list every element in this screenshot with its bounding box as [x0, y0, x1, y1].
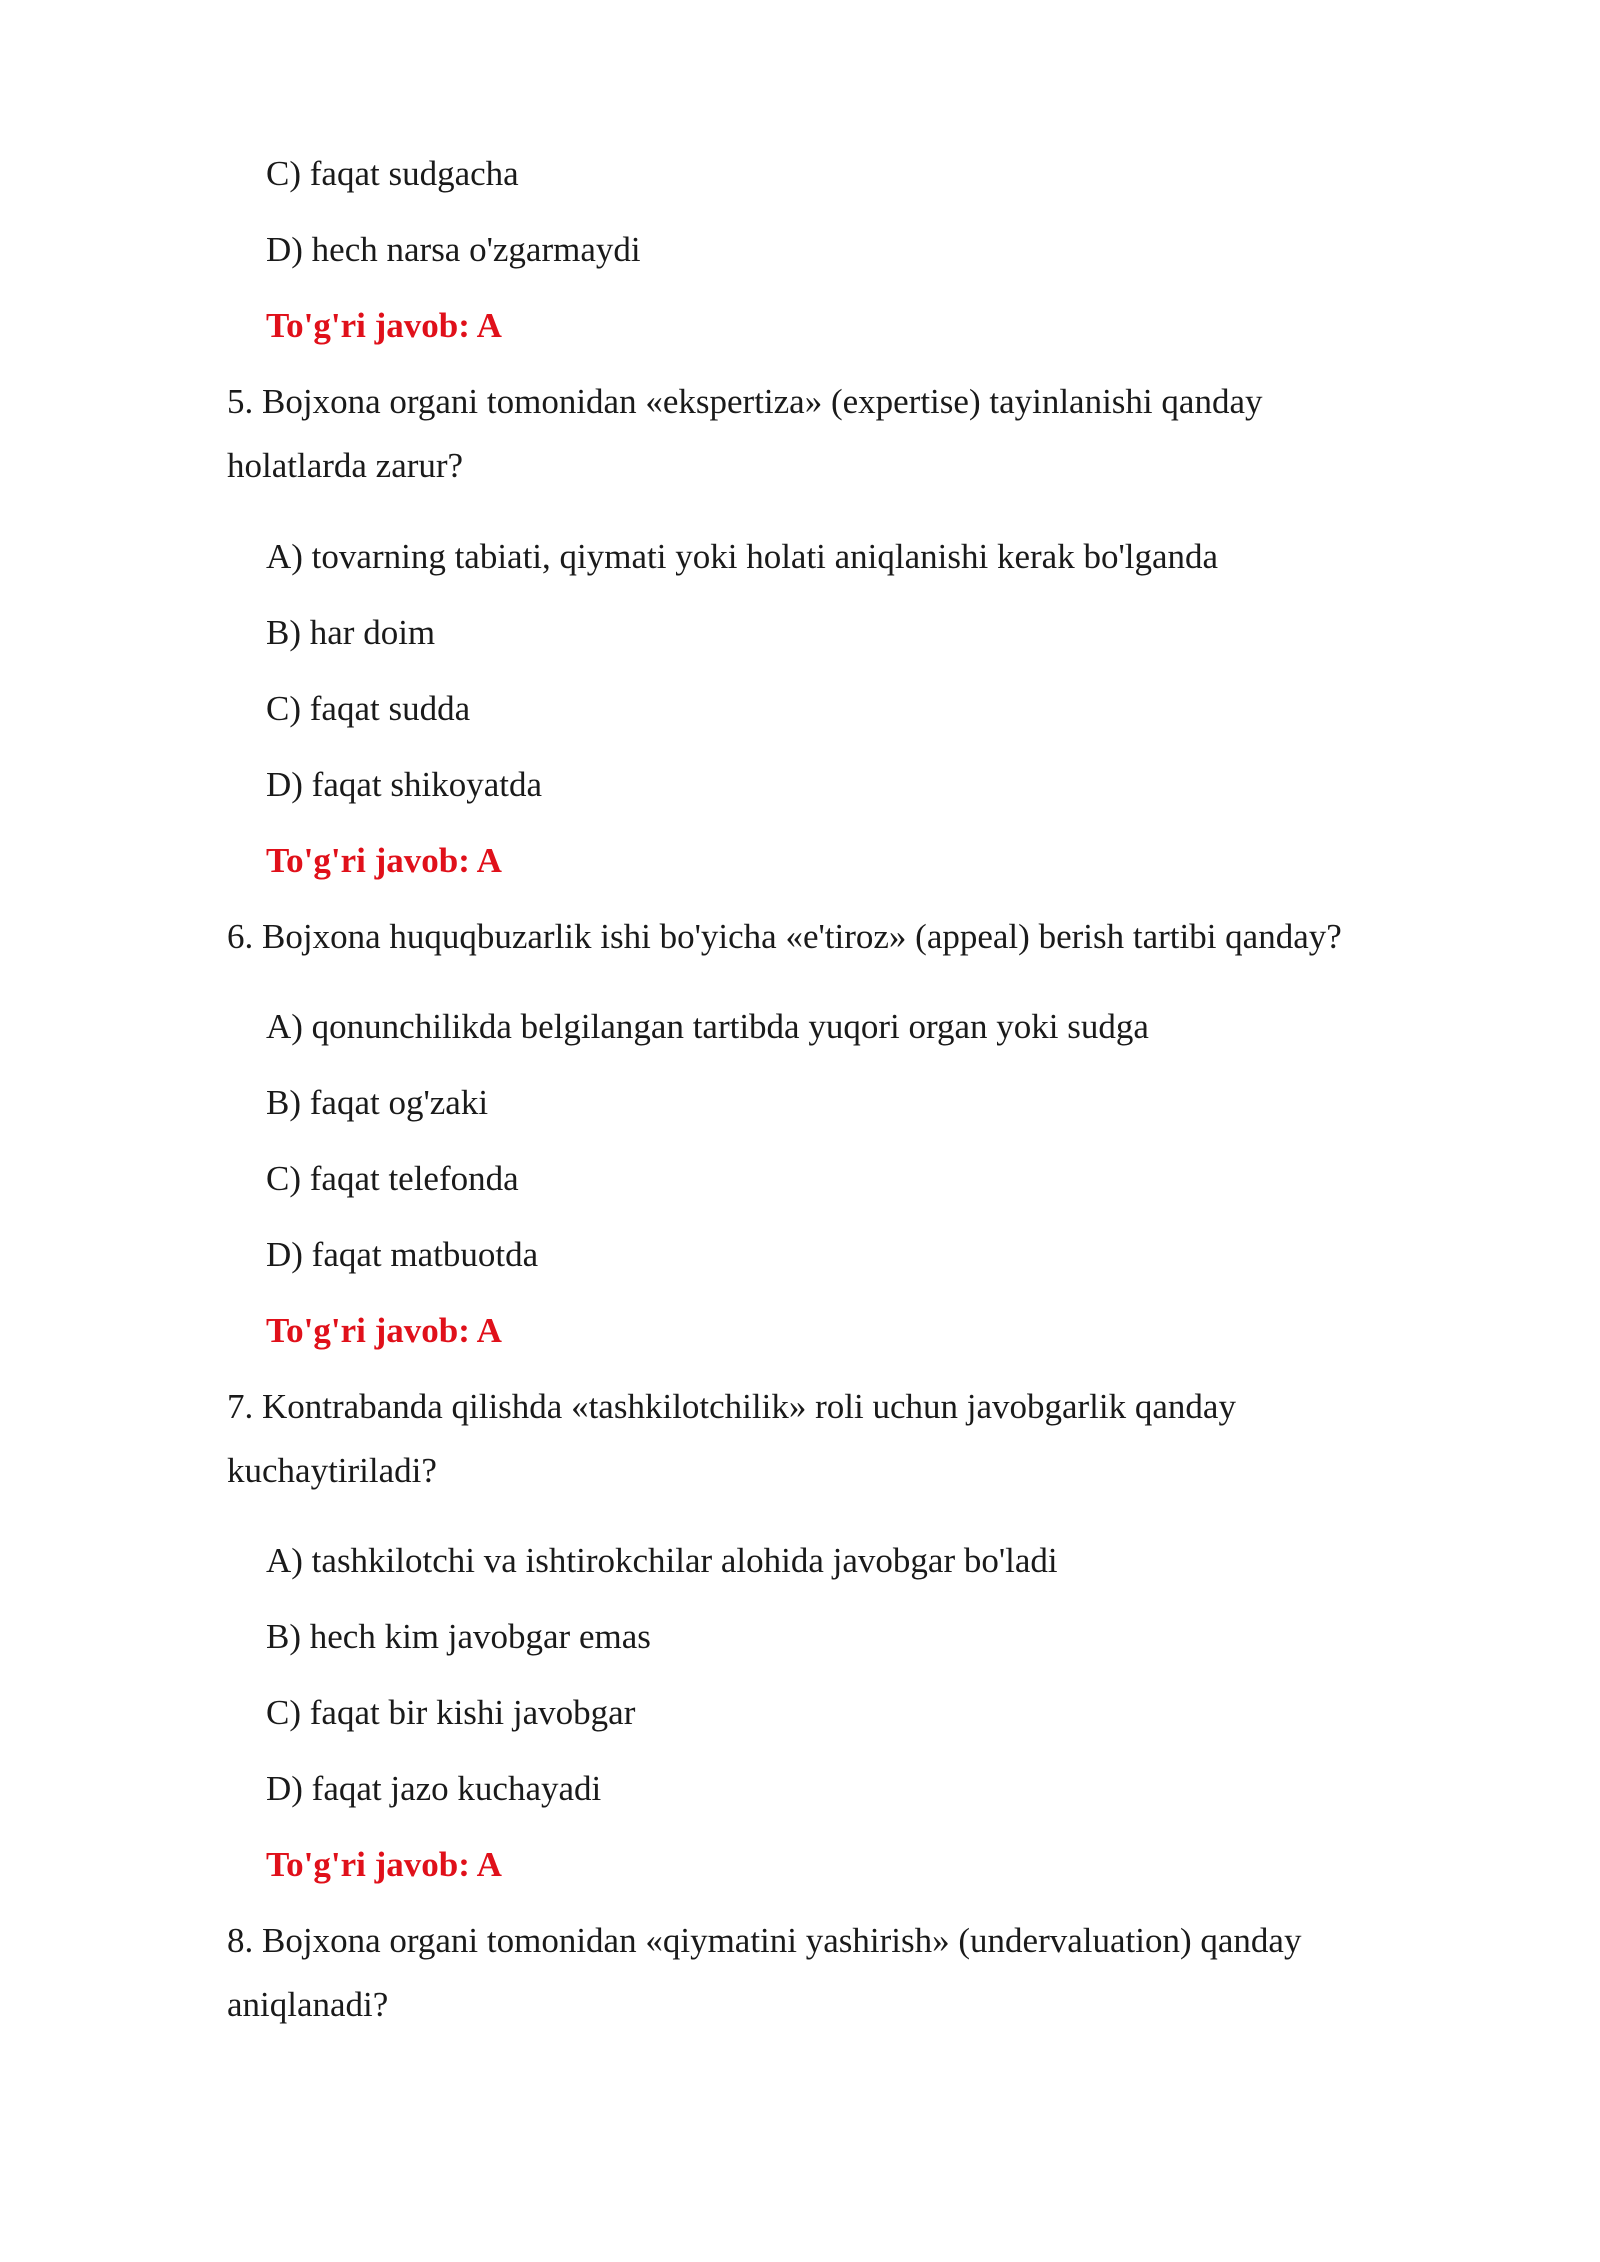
question-7-option-c: C) faqat bir kishi javobgar	[266, 1693, 636, 1732]
option-c: C) faqat sudgacha	[266, 154, 519, 193]
question-5-option-a: A) tovarning tabiati, qiymati yoki holati aniqlanishi kerak bo'lganda	[266, 537, 1219, 576]
question-5-option-c: C) faqat sudda	[266, 689, 471, 728]
correct-answer: To'g'ri javob: A	[266, 306, 502, 345]
question-7-text: 7. Kontrabanda qilishda «tashkilotchilik» roli uchun javobgarlik qanday	[227, 1387, 1236, 1426]
question-8-text: 8. Bojxona organi tomonidan «qiymatini yashirish» (undervaluation) qanday	[227, 1921, 1302, 1960]
question-6-option-c: C) faqat telefonda	[266, 1159, 519, 1198]
question-7-option-a: A) tashkilotchi va ishtirokchilar alohida javobgar bo'ladi	[266, 1541, 1058, 1580]
option-d: D) hech narsa o'zgarmaydi	[266, 230, 641, 269]
question-5-answer: To'g'ri javob: A	[266, 841, 502, 880]
question-5-text: 5. Bojxona organi tomonidan «ekspertiza» (expertise) tayinlanishi qanday	[227, 382, 1263, 421]
question-7-option-d: D) faqat jazo kuchayadi	[266, 1769, 602, 1808]
question-7-answer: To'g'ri javob: A	[266, 1845, 502, 1884]
question-5-option-d: D) faqat shikoyatda	[266, 765, 543, 804]
question-6-option-b: B) faqat og'zaki	[266, 1083, 489, 1122]
question-6-answer: To'g'ri javob: A	[266, 1311, 502, 1350]
question-5-option-b: B) har doim	[266, 613, 436, 652]
question-6-option-d: D) faqat matbuotda	[266, 1235, 539, 1274]
question-7-text-cont: kuchaytiriladi?	[227, 1451, 437, 1490]
question-5-text-cont: holatlarda zarur?	[227, 446, 464, 485]
question-6-option-a: A) qonunchilikda belgilangan tartibda yuqori organ yoki sudga	[266, 1007, 1149, 1046]
question-8-text-cont: aniqlanadi?	[227, 1985, 389, 2024]
question-6-text: 6. Bojxona huquqbuzarlik ishi bo'yicha «e'tiroz» (appeal) berish tartibi qanday?	[227, 917, 1342, 956]
question-7-option-b: B) hech kim javobgar emas	[266, 1617, 651, 1656]
